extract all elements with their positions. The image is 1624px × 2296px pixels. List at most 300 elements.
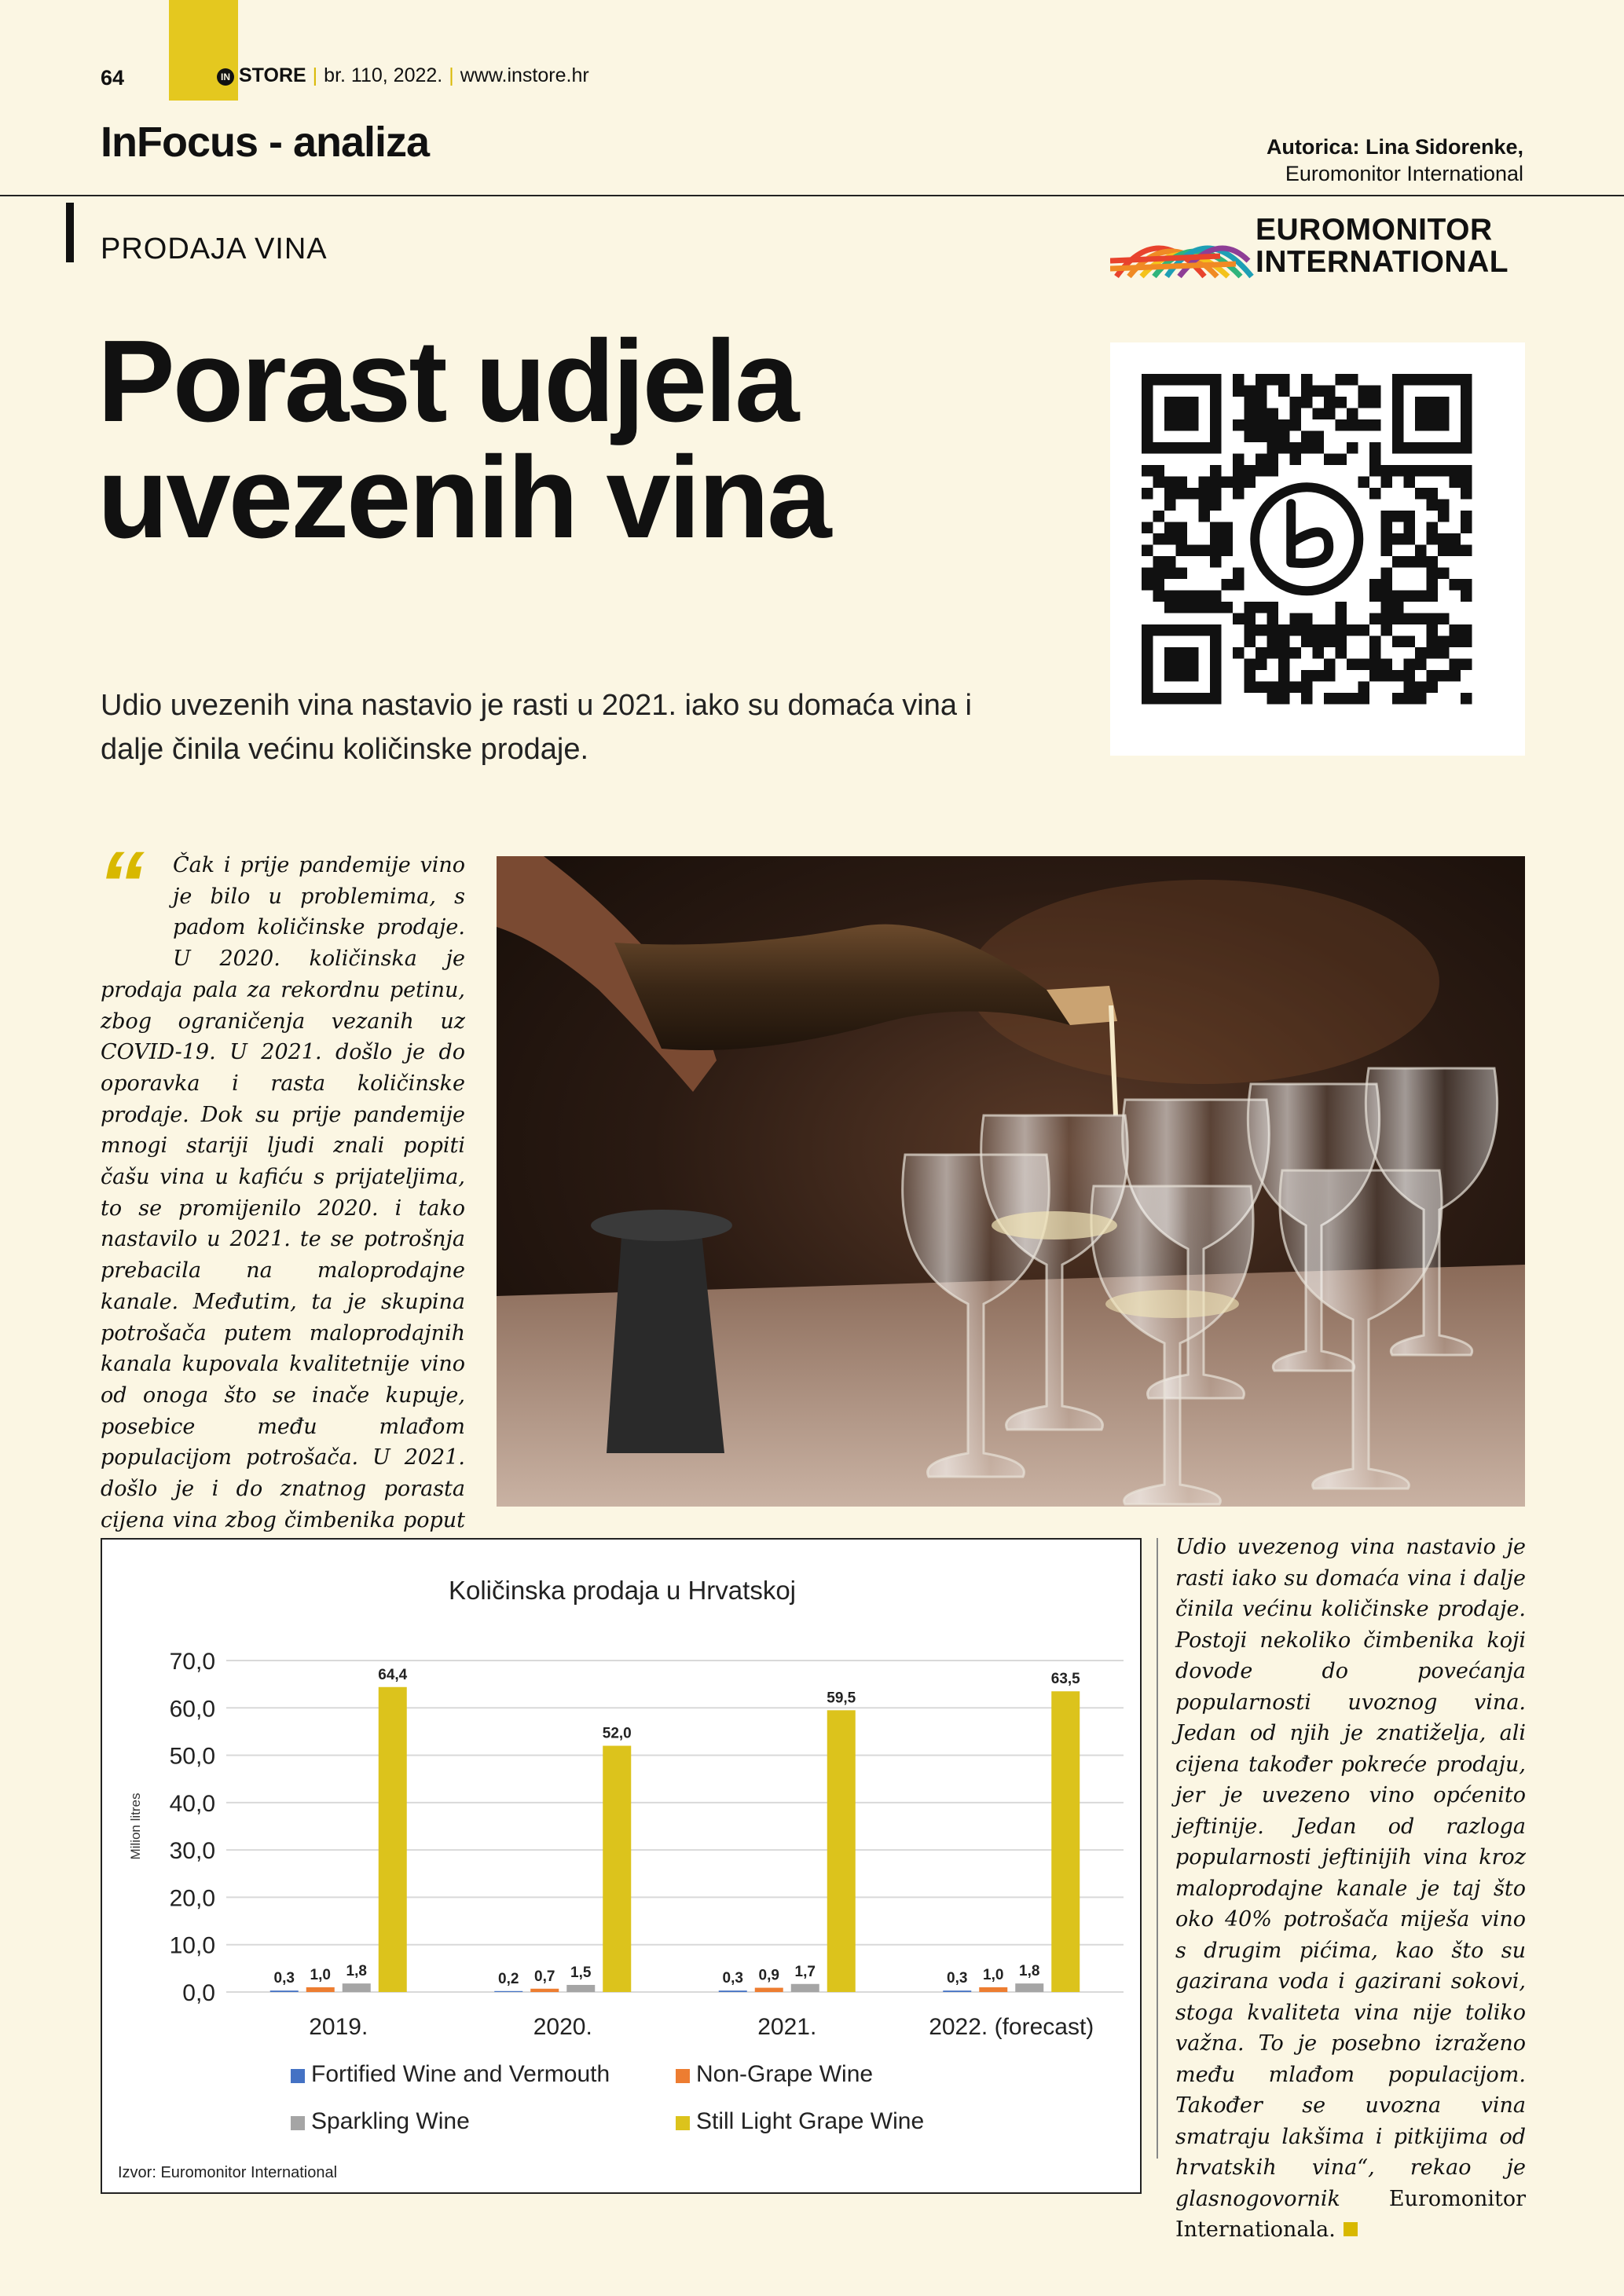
qr-module: [1427, 556, 1439, 568]
qr-module: [1381, 579, 1393, 591]
qr-module: [1301, 431, 1313, 443]
data-label: 63,5: [1050, 1671, 1080, 1688]
data-label: 59,5: [827, 1690, 856, 1707]
qr-module: [1267, 442, 1279, 454]
bar: [566, 1985, 595, 1992]
qr-module: [1278, 636, 1290, 648]
qr-module: [1256, 454, 1267, 466]
qr-module: [1358, 397, 1370, 408]
qr-module: [1267, 682, 1279, 694]
qr-module: [1404, 465, 1416, 477]
qr-module: [1438, 511, 1450, 522]
qr-module: [1164, 568, 1176, 580]
qr-module: [1404, 670, 1416, 682]
qr-module: [1153, 533, 1165, 545]
qr-module: [1256, 659, 1267, 671]
qr-module: [1267, 465, 1279, 477]
qr-module: [1301, 636, 1313, 648]
qr-module: [1461, 511, 1472, 522]
qr-module: [1267, 408, 1279, 420]
qr-module: [1369, 465, 1381, 477]
qr-module: [1210, 477, 1222, 489]
qr-module: [1324, 670, 1336, 682]
qr-module: [1438, 568, 1450, 580]
qr-module: [1278, 442, 1290, 454]
qr-module: [1427, 647, 1439, 659]
header-divider: [0, 195, 1624, 196]
x-tick-label: 2021.: [757, 2014, 817, 2040]
qr-module: [1461, 579, 1472, 591]
qr-module: [1324, 397, 1336, 408]
y-tick-label: 70,0: [169, 1649, 215, 1675]
qr-module: [1290, 419, 1302, 431]
qr-module: [1381, 465, 1393, 477]
qr-module: [1392, 602, 1404, 613]
qr-module: [1142, 568, 1153, 580]
qr-module: [1313, 647, 1325, 659]
qr-module: [1392, 511, 1404, 522]
data-label: 0,7: [534, 1968, 555, 1985]
qr-module: [1461, 465, 1472, 477]
qr-module: [1313, 442, 1325, 454]
qr-module: [1278, 374, 1290, 386]
qr-module: [1176, 545, 1188, 557]
qr-module: [1164, 556, 1176, 568]
qr-module: [1392, 465, 1404, 477]
qr-module: [1392, 533, 1404, 545]
qr-module: [1438, 647, 1450, 659]
qr-module: [1301, 442, 1313, 454]
qr-module: [1267, 431, 1279, 443]
qr-module: [1404, 477, 1416, 489]
qr-module: [1245, 431, 1256, 443]
qr-module: [1324, 454, 1336, 466]
qr-module: [1245, 397, 1256, 408]
qr-module: [1336, 613, 1347, 625]
author-affiliation: Euromonitor International: [1285, 162, 1523, 185]
qr-module: [1233, 477, 1245, 489]
chart-panel: [101, 1538, 1142, 2194]
qr-module: [1278, 386, 1290, 397]
qr-module: [1164, 602, 1176, 613]
bar: [755, 1988, 783, 1992]
end-mark-icon: [1344, 2222, 1358, 2236]
qr-module: [1278, 624, 1290, 636]
qr-module: [1164, 488, 1176, 500]
qr-module: [1153, 556, 1165, 568]
bar: [306, 1987, 335, 1992]
qr-module: [1415, 556, 1427, 568]
qr-module: [1233, 374, 1245, 386]
qr-module: [1222, 579, 1234, 591]
legend-swatch: [291, 2069, 305, 2083]
qr-module: [1222, 477, 1234, 489]
qr-module: [1427, 465, 1439, 477]
instore-logo-icon: IN: [217, 68, 234, 86]
qr-module: [1267, 454, 1279, 466]
qr-module: [1164, 477, 1176, 489]
website-link[interactable]: www.instore.hr: [460, 64, 589, 86]
qr-module: [1245, 602, 1256, 613]
qr-module: [1301, 670, 1313, 682]
qr-module: [1369, 591, 1381, 602]
qr-module: [1301, 693, 1313, 705]
qr-module: [1404, 613, 1416, 625]
bar: [603, 1746, 631, 1992]
legend-swatch: [291, 2116, 305, 2130]
qr-module: [1199, 477, 1211, 489]
qr-module: [1210, 522, 1222, 534]
qr-module: [1164, 522, 1176, 534]
qr-module: [1324, 386, 1336, 397]
legend-swatch: [676, 2116, 690, 2130]
qr-module: [1404, 556, 1416, 568]
bar: [270, 1990, 299, 1992]
qr-module: [1142, 579, 1153, 591]
qr-module: [1347, 419, 1358, 431]
qr-module: [1245, 682, 1256, 694]
qr-module: [1290, 647, 1302, 659]
euromonitor-wordmark: EUROMONITOR INTERNATIONAL: [1256, 213, 1509, 279]
qr-module: [1176, 568, 1188, 580]
qr-module: [1450, 465, 1461, 477]
qr-module: [1347, 408, 1358, 420]
headline: Porast udjela uvezenih vina: [97, 317, 830, 562]
data-label: 0,2: [498, 1970, 519, 1987]
qr-module: [1199, 500, 1211, 511]
qr-module: [1381, 511, 1393, 522]
qr-module: [1153, 591, 1165, 602]
qr-module: [1267, 602, 1279, 613]
qr-module: [1233, 613, 1245, 625]
qr-module: [1301, 613, 1313, 625]
qr-finder-core: [1415, 397, 1450, 431]
qr-module: [1381, 533, 1393, 545]
qr-module: [1404, 591, 1416, 602]
qr-module: [1461, 659, 1472, 671]
qr-module: [1427, 568, 1439, 580]
qr-module: [1381, 477, 1393, 489]
qr-module: [1164, 533, 1176, 545]
qr-module: [1301, 682, 1313, 694]
qr-module: [1461, 488, 1472, 500]
qr-module: [1267, 624, 1279, 636]
qr-module: [1187, 545, 1199, 557]
qr-module: [1336, 419, 1347, 431]
qr-module: [1153, 477, 1165, 489]
qr-module: [1313, 408, 1325, 420]
qr-module: [1392, 670, 1404, 682]
author-name: Autorica: Lina Sidorenke,: [1266, 135, 1523, 159]
qr-module: [1324, 636, 1336, 648]
qr-module: [1176, 591, 1188, 602]
qr-module: [1336, 624, 1347, 636]
qr-module: [1153, 511, 1165, 522]
qr-module: [1164, 500, 1176, 511]
qr-module: [1336, 454, 1347, 466]
qr-module: [1404, 682, 1416, 694]
qr-module: [1290, 454, 1302, 466]
y-axis-label: Milion litres: [128, 1792, 143, 1860]
qr-module: [1381, 659, 1393, 671]
qr-module: [1233, 488, 1245, 500]
qr-module: [1256, 624, 1267, 636]
bar: [827, 1710, 856, 1992]
qr-module: [1267, 374, 1279, 386]
qr-module: [1392, 693, 1404, 705]
qr-module: [1278, 693, 1290, 705]
qr-module: [1347, 442, 1358, 454]
qr-module: [1450, 545, 1461, 557]
qr-module: [1222, 602, 1234, 613]
qr-module: [1347, 693, 1358, 705]
sidebar-paragraph: Udio uvezenog vina nastavio je rasti iako su domaća vina i dalje činila većinu količinske prodaje. Postoji nekoliko čimbenika koji dovode do povećanja popularnosti uvoznog vina. Jedan od njih je znatiželja, ali cijena također pokreće prodaju, jer je uvezeno vino općenito jeftinije. Jedan od razloga popularnosti jeftinijih vina kroz maloprodajne kanale je taj što oko 40% potrošača miješa vino s drugim pićima, kao što su gazirana voda i gazirani sokovi, stoga kvaliteta vina nije toliko važna. To je posebno izraženo među mlađom populacijom. Također se uvozna vina smatraju lakšima i pitkijima od hrvatskih vina“, rekao je glasnogovornik Euromonitor Internationala.: [1175, 1535, 1526, 2242]
qr-module: [1313, 624, 1325, 636]
qr-module: [1210, 488, 1222, 500]
qr-module: [1450, 477, 1461, 489]
qr-module: [1164, 591, 1176, 602]
qr-module: [1199, 488, 1211, 500]
qr-module: [1369, 488, 1381, 500]
qr-module: [1461, 624, 1472, 636]
qr-module: [1427, 579, 1439, 591]
qr-module: [1392, 636, 1404, 648]
qr-module: [1427, 682, 1439, 694]
qr-module: [1187, 602, 1199, 613]
bar: [530, 1989, 559, 1992]
qr-module: [1210, 465, 1222, 477]
qr-module: [1336, 602, 1347, 613]
qr-module: [1427, 624, 1439, 636]
qr-module: [1187, 591, 1199, 602]
qr-module: [1256, 397, 1267, 408]
bar: [379, 1687, 407, 1992]
qr-module: [1222, 533, 1234, 545]
qr-module: [1256, 419, 1267, 431]
qr-module: [1267, 693, 1279, 705]
column-divider: [1157, 1538, 1158, 2159]
qr-module: [1381, 591, 1393, 602]
qr-module: [1245, 636, 1256, 648]
qr-module: [1461, 477, 1472, 489]
qr-module: [1199, 511, 1211, 522]
data-label: 0,9: [758, 1967, 779, 1984]
qr-module: [1199, 602, 1211, 613]
qr-module: [1404, 522, 1416, 534]
qr-module: [1256, 602, 1267, 613]
data-label: 0,3: [722, 1970, 743, 1987]
data-label: 1,5: [570, 1964, 592, 1981]
qr-module: [1222, 522, 1234, 534]
qr-finder-core: [1164, 397, 1199, 431]
qr-module: [1438, 500, 1450, 511]
qr-module: [1369, 636, 1381, 648]
qr-module: [1392, 591, 1404, 602]
qr-module: [1381, 613, 1393, 625]
lead-paragraph: Čak i prije pandemije vino je bilo u problemima, s padom količinske prodaje. U 2020. količinska je prodaja pala za rekordnu petinu, zbog ograničenja vezanih uz COVID-19. U 2021. došlo je do oporavka i rasta količinske prodaje. Dok su prije pandemije mnogi stariji ljudi znali popiti čašu vina u kafiću s prijateljima, to se promijenilo 2020. i tako nastavilo u 2021. te se potrošnja prebacila na maloprodajne kanale. Međutim, ta je skupina potrošača putem maloprodajnih kanala kupovala kvalitetnije vino od onoga što se inače kupuje, posebice među mlađom populacijom potrošača. U 2021. došlo je i do znatnog porasta cijena vina zbog čimbenika poput: [101, 853, 465, 1532]
bar: [979, 1987, 1007, 1992]
qr-module: [1290, 408, 1302, 420]
qr-module: [1427, 591, 1439, 602]
qr-module: [1187, 488, 1199, 500]
qr-module: [1415, 693, 1427, 705]
qr-module: [1233, 647, 1245, 659]
qr-module: [1233, 419, 1245, 431]
qr-module: [1290, 397, 1302, 408]
qr-finder-core: [1164, 647, 1199, 682]
qr-module: [1415, 591, 1427, 602]
photo-wine-pouring: [497, 856, 1525, 1507]
data-label: 1,0: [310, 1966, 331, 1983]
page-number: 64: [101, 66, 125, 90]
qr-module: [1461, 591, 1472, 602]
qr-module: [1369, 613, 1381, 625]
qr-module: [1256, 374, 1267, 386]
qr-module: [1142, 522, 1153, 534]
qr-module: [1313, 431, 1325, 443]
qr-module: [1427, 488, 1439, 500]
qr-module: [1267, 419, 1279, 431]
qr-module: [1369, 659, 1381, 671]
qr-module: [1415, 659, 1427, 671]
bar: [791, 1984, 819, 1992]
data-label: 1,7: [794, 1963, 816, 1980]
qr-module: [1347, 374, 1358, 386]
qr-module: [1153, 579, 1165, 591]
qr-module: [1301, 624, 1313, 636]
qr-module: [1210, 500, 1222, 511]
qr-module: [1290, 682, 1302, 694]
qr-module: [1233, 454, 1245, 466]
qr-module: [1245, 386, 1256, 397]
qr-module: [1358, 693, 1370, 705]
qr-module: [1256, 408, 1267, 420]
qr-module: [1381, 602, 1393, 613]
qr-module: [1256, 682, 1267, 694]
qr-module: [1369, 670, 1381, 682]
qr-module: [1336, 374, 1347, 386]
sidebar-tail: Euromonitor Internationala.: [1175, 2186, 1526, 2242]
qr-module: [1176, 488, 1188, 500]
qr-module: [1461, 522, 1472, 534]
qr-module: [1438, 533, 1450, 545]
data-label: 1,8: [1019, 1963, 1040, 1980]
qr-module: [1358, 682, 1370, 694]
qr-module: [1278, 670, 1290, 682]
qr-module: [1415, 647, 1427, 659]
qr-module: [1245, 670, 1256, 682]
qr-module: [1210, 545, 1222, 557]
x-tick-label: 2019.: [309, 2014, 368, 2040]
qr-module: [1427, 670, 1439, 682]
qr-module: [1450, 670, 1461, 682]
qr-module: [1336, 693, 1347, 705]
qr-module: [1267, 647, 1279, 659]
qr-module: [1278, 431, 1290, 443]
qr-module: [1438, 636, 1450, 648]
qr-module: [1369, 386, 1381, 397]
data-label: 1,0: [983, 1966, 1004, 1983]
qr-module: [1313, 670, 1325, 682]
x-tick-label: 2020.: [533, 2014, 592, 2040]
qr-module: [1358, 659, 1370, 671]
qr-module: [1438, 670, 1450, 682]
qr-module: [1404, 659, 1416, 671]
qr-module: [1278, 647, 1290, 659]
qr-module: [1427, 613, 1439, 625]
qr-module: [1381, 568, 1393, 580]
legend-label: Non-Grape Wine: [696, 2061, 874, 2087]
qr-module: [1358, 419, 1370, 431]
qr-module: [1324, 659, 1336, 671]
legend-label: Still Light Grape Wine: [696, 2108, 925, 2134]
qr-module: [1450, 579, 1461, 591]
qr-module: [1450, 624, 1461, 636]
qr-module: [1450, 636, 1461, 648]
qr-module: [1336, 647, 1347, 659]
qr-module: [1461, 545, 1472, 557]
qr-module: [1210, 602, 1222, 613]
qr-module: [1415, 488, 1427, 500]
qr-module: [1369, 397, 1381, 408]
qr-module: [1256, 647, 1267, 659]
qr-module: [1256, 386, 1267, 397]
qr-module: [1369, 647, 1381, 659]
data-label: 64,4: [378, 1666, 408, 1683]
qr-module: [1415, 682, 1427, 694]
qr-module: [1415, 545, 1427, 557]
qr-module: [1153, 568, 1165, 580]
chart-source: Izvor: Euromonitor International: [118, 2164, 338, 2181]
qr-module: [1233, 568, 1245, 580]
qr-module: [1290, 442, 1302, 454]
bar-chart: [102, 1540, 1140, 2192]
qr-module: [1278, 682, 1290, 694]
y-tick-label: 60,0: [169, 1696, 215, 1723]
bar: [494, 1991, 522, 1992]
qr-module: [1199, 591, 1211, 602]
qr-module: [1245, 613, 1256, 625]
qr-module: [1438, 545, 1450, 557]
qr-code[interactable]: [1110, 342, 1525, 756]
qr-module: [1301, 386, 1313, 397]
qr-module: [1278, 419, 1290, 431]
qr-module: [1358, 477, 1370, 489]
qr-module: [1381, 670, 1393, 682]
qr-module: [1313, 636, 1325, 648]
bar: [1015, 1983, 1043, 1992]
qr-module: [1267, 613, 1279, 625]
qr-module: [1256, 465, 1267, 477]
qr-module: [1233, 465, 1245, 477]
y-tick-label: 10,0: [169, 1932, 215, 1959]
qr-module: [1404, 511, 1416, 522]
data-label: 0,3: [947, 1970, 968, 1987]
qr-module: [1358, 386, 1370, 397]
qr-module: [1233, 579, 1245, 591]
qr-module: [1142, 545, 1153, 557]
qr-module: [1438, 465, 1450, 477]
qr-module: [1369, 419, 1381, 431]
masthead: IN STORE | br. 110, 2022. | www.instore.hr: [217, 64, 589, 87]
qr-module: [1358, 624, 1370, 636]
qr-module: [1245, 477, 1256, 489]
qr-module: [1245, 465, 1256, 477]
qr-module: [1199, 545, 1211, 557]
issue: br. 110, 2022.: [324, 64, 443, 86]
qr-module: [1245, 419, 1256, 431]
qr-module: [1301, 374, 1313, 386]
